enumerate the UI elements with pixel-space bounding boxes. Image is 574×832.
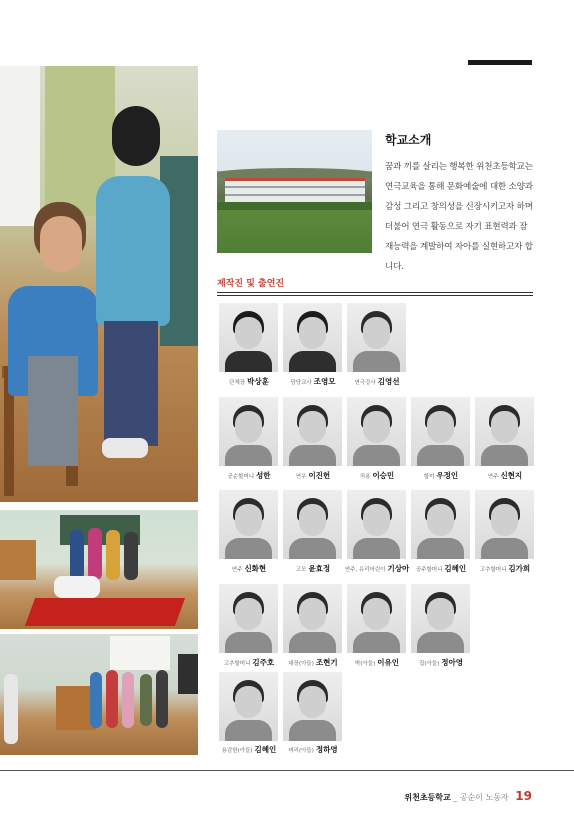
footer-rule [0, 770, 574, 771]
footer-separator: _ [453, 793, 458, 802]
school-intro-text: 꿈과 끼를 살리는 행복한 위천초등학교는 연극교육을 통해 문화예술에 대한 소양과 감성 그리고 창의성을 신장시키고자 하며 더불어 연극 활동으로 자기 표현력과 잠재능력을 계발하여 자아를 실현하고자 합니다. [385, 162, 533, 272]
cast-caption: 고추할머니 김주호 [223, 658, 275, 667]
cast-portrait [347, 584, 406, 653]
children-rehearsal-photo [0, 510, 198, 629]
cast-caption: 고추할머니 김가희 [479, 564, 531, 573]
school-building-photo [217, 130, 372, 253]
footer-subtitle: 공순이 노동자 [459, 793, 509, 802]
cast-portrait [411, 584, 470, 653]
cast-portrait [219, 490, 278, 559]
cast-portrait [283, 397, 342, 466]
cast-caption: 연극강사 김영선 [354, 377, 400, 386]
cast-caption: 처용 이승민 [359, 471, 395, 480]
cast-caption: 단체장 박상훈 [229, 377, 269, 386]
cast-caption: 고모 윤효정 [295, 564, 331, 573]
cast-caption: 연우 이진헌 [295, 471, 331, 480]
children-play-photo [0, 634, 198, 755]
cast-divider [217, 295, 533, 296]
classroom-hair-photo [0, 66, 198, 502]
cast-caption: 공주할머니 김혜인 [415, 564, 467, 573]
cast-portrait [283, 303, 342, 372]
cast-portrait [347, 490, 406, 559]
cast-caption: 연주, 유리어린이 기상아 [344, 564, 410, 573]
cast-caption: 연주 신현지 [487, 471, 523, 480]
cast-caption: 머리(아들) 정하영 [288, 745, 338, 754]
cast-caption: 용감한(아들) 김혜인 [221, 745, 277, 754]
cast-portrait [283, 490, 342, 559]
cast-caption: 연주 신화현 [231, 564, 267, 573]
cast-portrait [475, 397, 534, 466]
cast-portrait [219, 303, 278, 372]
page-footer [404, 789, 532, 803]
cast-portrait [219, 584, 278, 653]
cast-portrait [475, 490, 534, 559]
section-title: 학교소개 [385, 133, 432, 147]
page-number: 19 [515, 789, 532, 803]
cast-caption: 대장(아들) 조현기 [288, 658, 338, 667]
cast-header: 제작진 및 출연진 [217, 279, 285, 289]
cast-portrait [283, 672, 342, 741]
top-accent-rule [468, 60, 532, 65]
cast-portrait [219, 672, 278, 741]
cast-portrait [411, 490, 470, 559]
cast-caption: 집(아들) 정아영 [419, 658, 463, 667]
cast-portrait [347, 397, 406, 466]
cast-portrait [283, 584, 342, 653]
cast-caption: 할미 우정인 [423, 471, 459, 480]
cast-divider [217, 292, 533, 293]
cast-caption: 담당교사 조영모 [290, 377, 336, 386]
cast-portrait [411, 397, 470, 466]
cast-portrait [219, 397, 278, 466]
cast-caption: 공순할머니 성한 [227, 471, 271, 480]
cast-portrait [347, 303, 406, 372]
cast-caption: 박(아들) 이유인 [355, 658, 399, 667]
footer-school-name: 위천초등학교 [404, 793, 451, 802]
